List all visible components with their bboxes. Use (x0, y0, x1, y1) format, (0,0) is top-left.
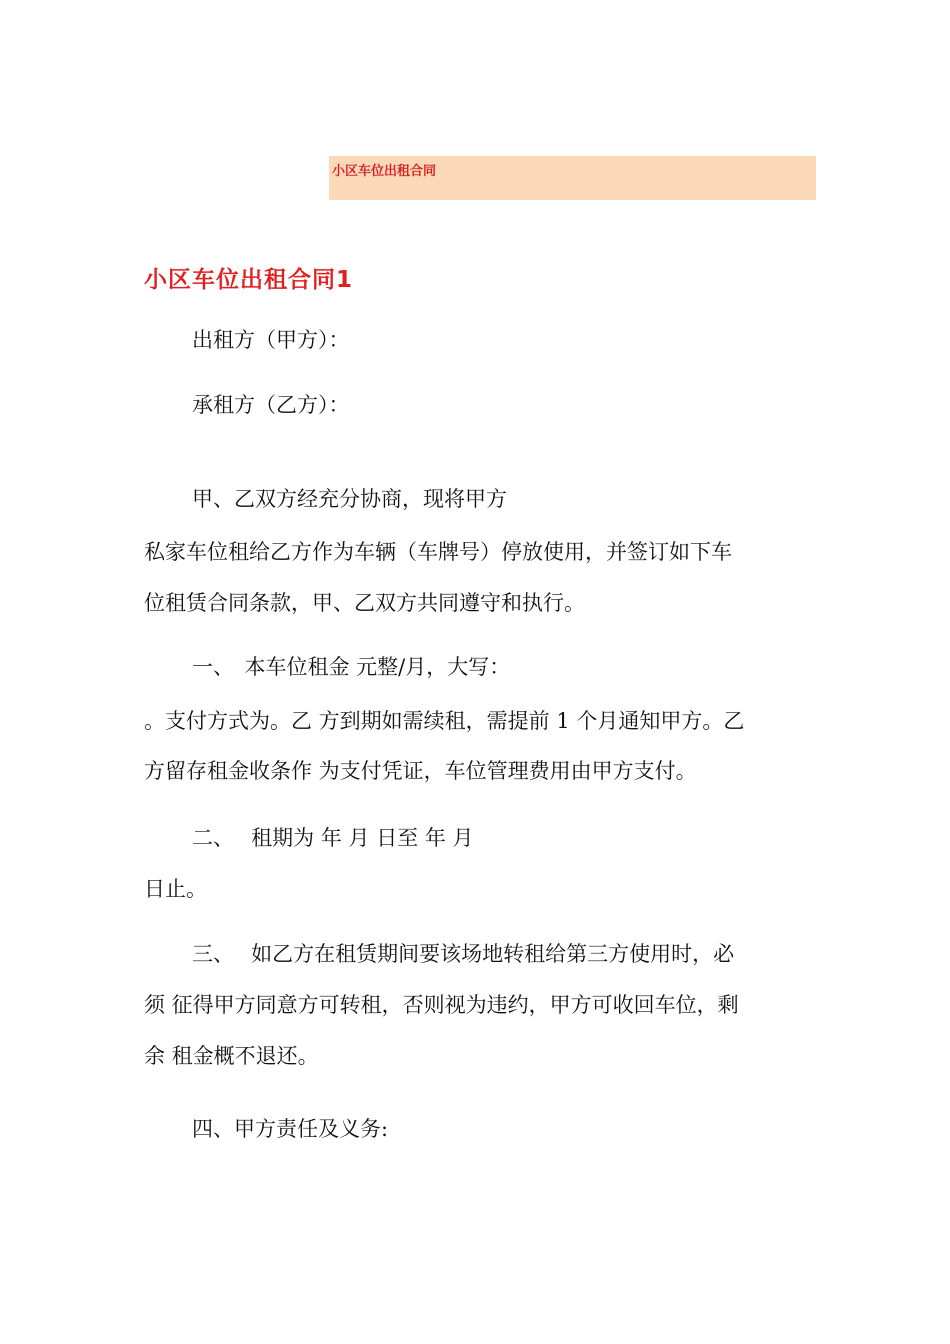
intro-line-2: 私家车位租给乙方作为车辆（车牌号）停放使用，并签订如下车 (144, 540, 732, 564)
header-band-text: 小区车位出租合同 (332, 164, 437, 179)
clause-2-line-1: 二、 租期为 年 月 日至 年 月 (192, 826, 474, 850)
clause-3-line-2: 须 征得甲方同意方可转租，否则视为违约，甲方可收回车位，剩 (144, 993, 739, 1017)
intro-line-3: 位租赁合同条款，甲、乙双方共同遵守和执行。 (144, 591, 585, 615)
clause-2-line-2: 日止。 (144, 877, 207, 901)
lessee-line: 承租方（乙方）： (192, 393, 350, 417)
clause-1-line-2: 。支付方式为。乙 方到期如需续租，需提前 1 个月通知甲方。乙 (144, 709, 745, 733)
document-title: 小区车位出租合同1 (144, 267, 354, 293)
clause-1-line-1: 一、 本车位租金 元整/月，大写： (192, 655, 511, 679)
clause-1-line-3: 方留存租金收条作 为支付凭证，车位管理费用由甲方支付。 (144, 759, 697, 783)
intro-line-1: 甲、乙双方经充分协商，现将甲方 (192, 487, 507, 511)
lessor-line: 出租方（甲方）： (192, 328, 350, 352)
clause-4-heading: 四、甲方责任及义务: (192, 1117, 389, 1141)
clause-3-line-3: 余 租金概不退还。 (144, 1044, 319, 1068)
clause-3-line-1: 三、 如乙方在租赁期间要该场地转租给第三方使用时，必 (192, 942, 735, 966)
header-band (329, 156, 816, 200)
